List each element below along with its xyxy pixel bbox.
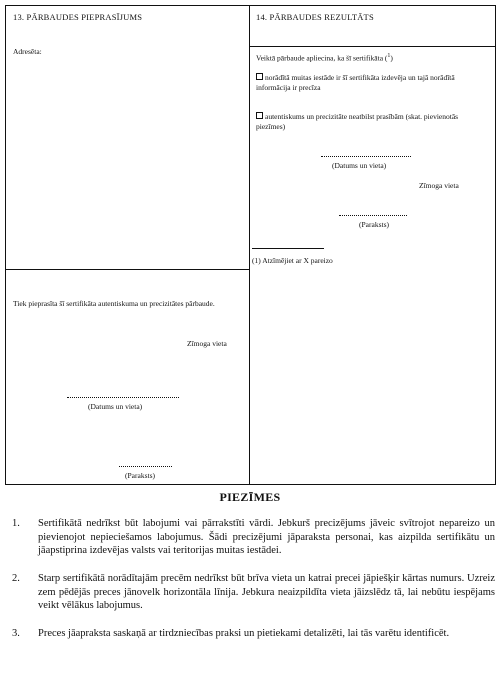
footnote-number: (1) [252,256,261,265]
note-number: 1. [12,518,20,529]
box14-header: 14. PĀRBAUDES REZULTĀTS [256,12,374,22]
option-authentic [256,73,488,93]
left-date-line [67,397,179,398]
left-stamp-place: Zīmoga vieta [187,339,227,348]
option-not-authentic [256,112,488,132]
right-signature-line [339,215,407,216]
footnote [252,256,333,266]
right-date-label: (Datums un vieta) [332,161,387,170]
left-signature-label: (Paraksts) [125,471,155,480]
note-number: 3. [12,628,20,639]
note-number: 2. [12,573,20,584]
footnote-text: Atzīmējiet ar X pareizo [262,256,333,265]
result-intro-text: Veiktā pārbaude apliecina, ka šī sertifikāta [256,53,384,63]
right-stamp-place: Zīmoga vieta [419,181,459,190]
checkbox-authentic[interactable] [256,73,263,80]
left-section-divider [6,269,249,270]
option-not-authentic-text: autentiskums un precizitāte neatbilst prasībām (skat. pievienotās piezīmes) [256,112,459,131]
note-text: Sertifikātā nedrīkst būt labojumi vai pārrakstīti vārdi. Jebkurš precizējums jāveic svītrojot nepareizo un pievienojot nepieciešamos labojumus. Šādi precizējumi jāparaksta personai, kas aizpilda sertifikātu un jāapstiprina izdevējas valsts vai teritorijas muitas iestādei. [38,518,495,556]
note-text: Starp sertifikātā norādītajām precēm nedrīkst būt brīva vieta un katrai precei jāpiešķir kārtas numurs. Uzreiz zem pēdējās preces jānovelk horizontāla līnija. Jebkura neaizpildīta vieta jāizslēdz tā, lai nebūtu iespējams veikt vēlākus labojumus. [38,573,495,611]
request-text: Tiek pieprasīta šī sertifikāta autentiskuma un precizitātes pārbaude. [13,299,215,308]
notes-title: PIEZĪMES [219,490,281,504]
right-signature-label: (Paraksts) [359,220,389,229]
box13-header: 13. PĀRBAUDES PIEPRASĪJUMS [13,12,143,22]
right-date-line [321,156,411,157]
left-date-label: (Datums un vieta) [88,402,143,411]
footnote-rule [252,248,324,249]
footnote-mark: 1 [387,53,391,59]
result-intro: Veiktā pārbaude apliecina, ka šī sertifikāta ($^1$) [256,53,393,63]
left-signature-line [119,466,172,467]
right-header-divider [249,46,495,47]
addressed-label: Adresēta: [13,47,42,56]
column-divider [249,6,250,484]
option-authentic-text: norādītā muitas iestāde ir šī sertifikāta izdevēja un tajā norādītā informācija ir precīza [256,73,455,92]
note-text: Preces jāapraksta saskaņā ar tirdzniecības praksi un pietiekami detalizēti, lai tās varētu identificēt. [38,628,450,639]
verification-form [5,5,496,485]
checkbox-not-authentic[interactable] [256,112,263,119]
